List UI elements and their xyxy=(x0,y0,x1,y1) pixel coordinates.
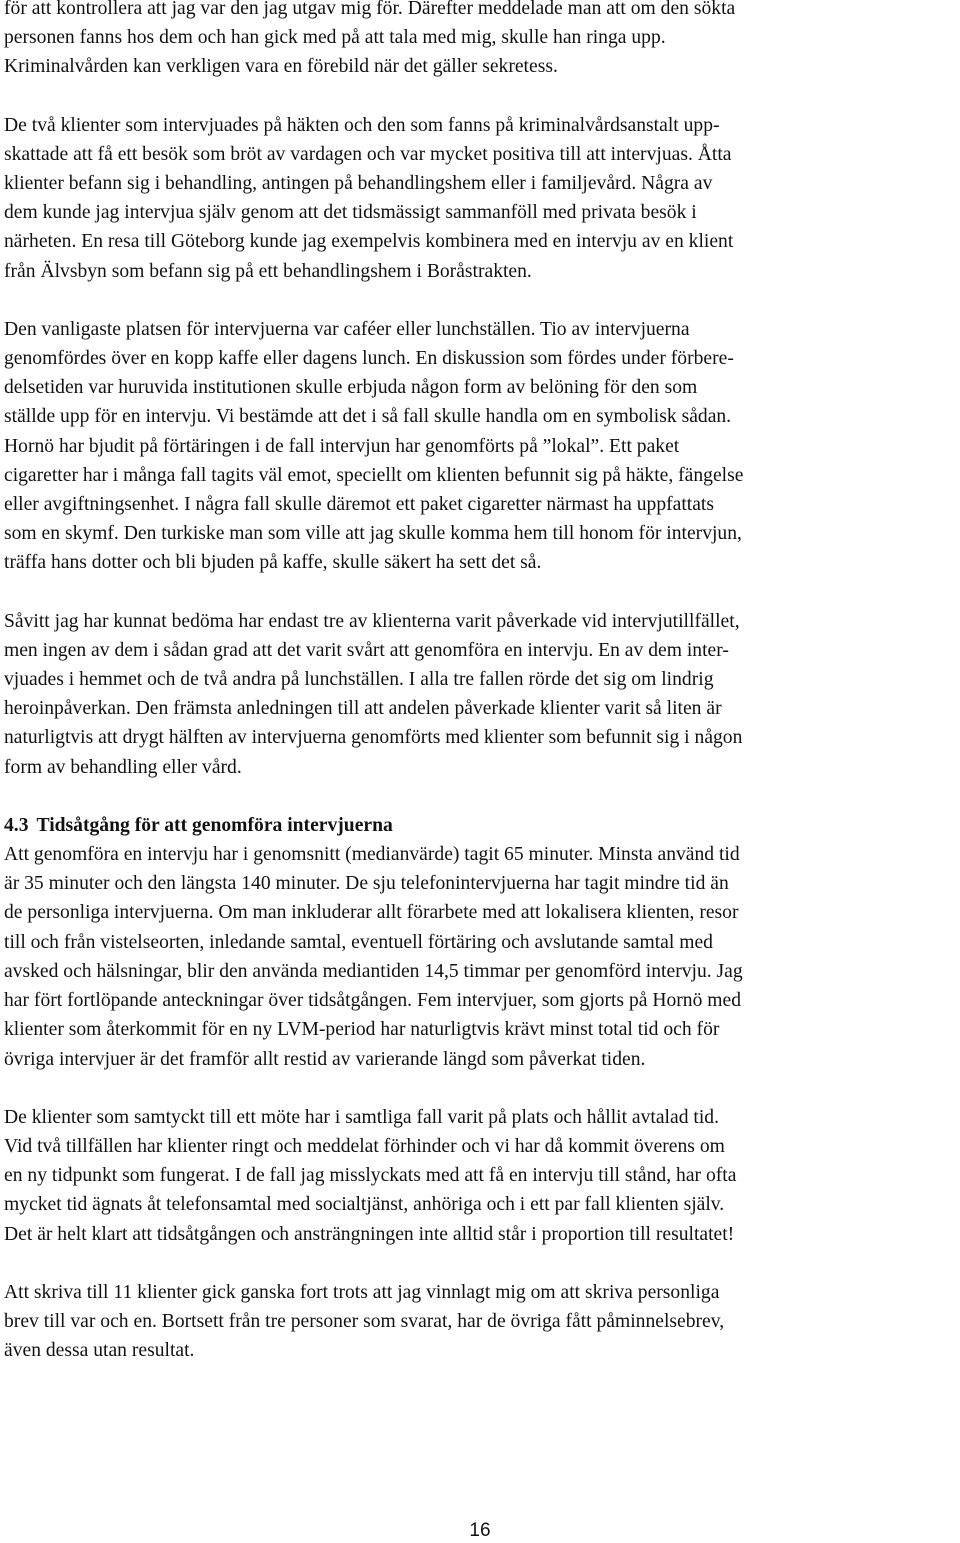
text-line: dem kunde jag intervjua själv genom att det tidsmässigt sammanföll med privata besök i xyxy=(4,202,697,224)
text-line: en ny tidpunkt som fungerat. I de fall jag misslyckats med att få en intervju till stånd, har ofta xyxy=(4,1165,737,1187)
page-number: 16 xyxy=(469,1520,491,1541)
text-line: även dessa utan resultat. xyxy=(4,1340,195,1362)
section-heading xyxy=(4,811,956,840)
text-line: men ingen av dem i sådan grad att det varit svårt att genomföra en intervju. En av dem inter- xyxy=(4,639,729,661)
paragraph-5 xyxy=(4,840,956,1074)
text-line: avsked och hälsningar, blir den använda mediantiden 14,5 timmar per genomförd intervju. Jag xyxy=(4,960,743,982)
text-line: närheten. En resa till Göteborg kunde jag exempelvis kombinera med en intervju av en klient xyxy=(4,231,734,253)
paragraph-6 xyxy=(4,1103,956,1249)
paragraph-4 xyxy=(4,607,956,782)
paragraph-spacer xyxy=(4,286,956,315)
paragraph-7 xyxy=(4,1278,956,1366)
text-line: De klienter som samtyckt till ett möte har i samtliga fall varit på plats och hållit avtalad tid. xyxy=(4,1106,719,1128)
paragraph-spacer xyxy=(4,578,956,607)
text-line: Såvitt jag har kunnat bedöma har endast tre av klienterna varit påverkade vid intervjutillfället, xyxy=(4,610,740,632)
text-line: Att skriva till 11 klienter gick ganska fort trots att jag vinnlagt mig om att skriva personliga xyxy=(4,1281,720,1303)
paragraph-3 xyxy=(4,315,956,578)
text-line: de personliga intervjuerna. Om man inkluderar allt förarbete med att lokalisera klienten, resor xyxy=(4,902,739,924)
text-line: naturligtvis att drygt hälften av intervjuerna genomförts med klienter som befunnit sig i någon xyxy=(4,727,743,749)
text-line: brev till var och en. Bortsett från tre personer som svarat, har de övriga fått påminnelsebrev, xyxy=(4,1310,725,1332)
text-line: träffa hans dotter och bli bjuden på kaffe, skulle säkert ha sett det så. xyxy=(4,552,542,574)
text-line: som en skymf. Den turkiske man som ville att jag skulle komma hem till honom för intervjun, xyxy=(4,523,742,545)
paragraph-spacer xyxy=(4,1249,956,1278)
text-line: Hornö har bjudit på förtäringen i de fall intervjun har genomförts på ”lokal”. Ett paket xyxy=(4,435,680,457)
text-line: genomfördes över en kopp kaffe eller dagens lunch. En diskussion som fördes under förbere- xyxy=(4,348,734,370)
paragraph-1 xyxy=(4,0,956,82)
text-line: övriga intervjuer är det framför allt restid av varierande längd som påverkat tiden. xyxy=(4,1048,646,1070)
text-line: har fört fortlöpande anteckningar över tidsåtgången. Fem intervjuer, som gjorts på Hornö med xyxy=(4,990,742,1012)
text-line: för att kontrollera att jag var den jag utgav mig för. Därefter meddelade man att om den sökta xyxy=(4,0,736,19)
paragraph-spacer xyxy=(4,82,956,111)
text-line: skattade att få ett besök som bröt av vardagen och var mycket positiva till att intervjuas. Åtta xyxy=(4,143,732,165)
text-line: heroinpåverkan. Den främsta anledningen till att andelen påverkade klienter varit så liten är xyxy=(4,698,722,720)
text-line: Den vanligaste platsen för intervjuerna var caféer eller lunchställen. Tio av intervjuerna xyxy=(4,318,690,340)
text-line: Kriminalvården kan verkligen vara en förebild när det gäller sekretess. xyxy=(4,56,558,78)
text-line: ställde upp för en intervju. Vi bestämde att det i så fall skulle handla om en symbolisk sådan. xyxy=(4,406,732,428)
text-line: De två klienter som intervjuades på häkten och den som fanns på kriminalvårdsanstalt upp- xyxy=(4,114,720,136)
text-line: Det är helt klart att tidsåtgången och ansträngningen inte alltid står i proportion till resultatet! xyxy=(4,1223,735,1245)
document-page xyxy=(4,0,956,1365)
text-line: från Älvsbyn som befann sig på ett behandlingshem i Boråstrakten. xyxy=(4,260,532,282)
text-line: vjuades i hemmet och de två andra på lunchställen. I alla tre fallen rörde det sig om lindrig xyxy=(4,669,714,691)
text-line: klienter som återkommit för en ny LVM-period har naturligtvis krävt minst total tid och för xyxy=(4,1019,720,1041)
paragraph-spacer xyxy=(4,1074,956,1103)
text-line: form av behandling eller vård. xyxy=(4,756,242,778)
section-title: Tidsåtgång för att genomföra intervjuerna xyxy=(36,814,393,836)
text-line: cigaretter har i många fall tagits väl emot, speciellt om klienten befunnit sig på häkte, fängelse xyxy=(4,464,744,486)
text-line: Vid två tillfällen har klienter ringt och meddelat förhinder och vi har då kommit överens om xyxy=(4,1135,725,1157)
text-line: Att genomföra en intervju har i genomsnitt (medianvärde) tagit 65 minuter. Minsta använd tid xyxy=(4,844,740,866)
text-line: personen fanns hos dem och han gick med på att tala med mig, skulle han ringa upp. xyxy=(4,27,666,49)
paragraph-spacer xyxy=(4,782,956,811)
text-line: klienter befann sig i behandling, antingen på behandlingshem eller i familjevård. Några av xyxy=(4,173,713,195)
text-line: eller avgiftningsenhet. I några fall skulle däremot ett paket cigaretter närmast ha uppfattats xyxy=(4,494,714,516)
text-line: mycket tid ägnats åt telefonsamtal med socialtjänst, anhöriga och i ett par fall klienten själv. xyxy=(4,1194,725,1216)
text-line: är 35 minuter och den längsta 140 minuter. De sju telefonintervjuerna har tagit mindre tid än xyxy=(4,873,729,895)
paragraph-2 xyxy=(4,111,956,286)
text-line: till och från vistelseorten, inledande samtal, eventuell förtäring och avslutande samtal med xyxy=(4,931,713,953)
section-number: 4.3 xyxy=(4,814,29,836)
text-line: delsetiden var huruvida institutionen skulle erbjuda någon form av belöning för den som xyxy=(4,377,698,399)
